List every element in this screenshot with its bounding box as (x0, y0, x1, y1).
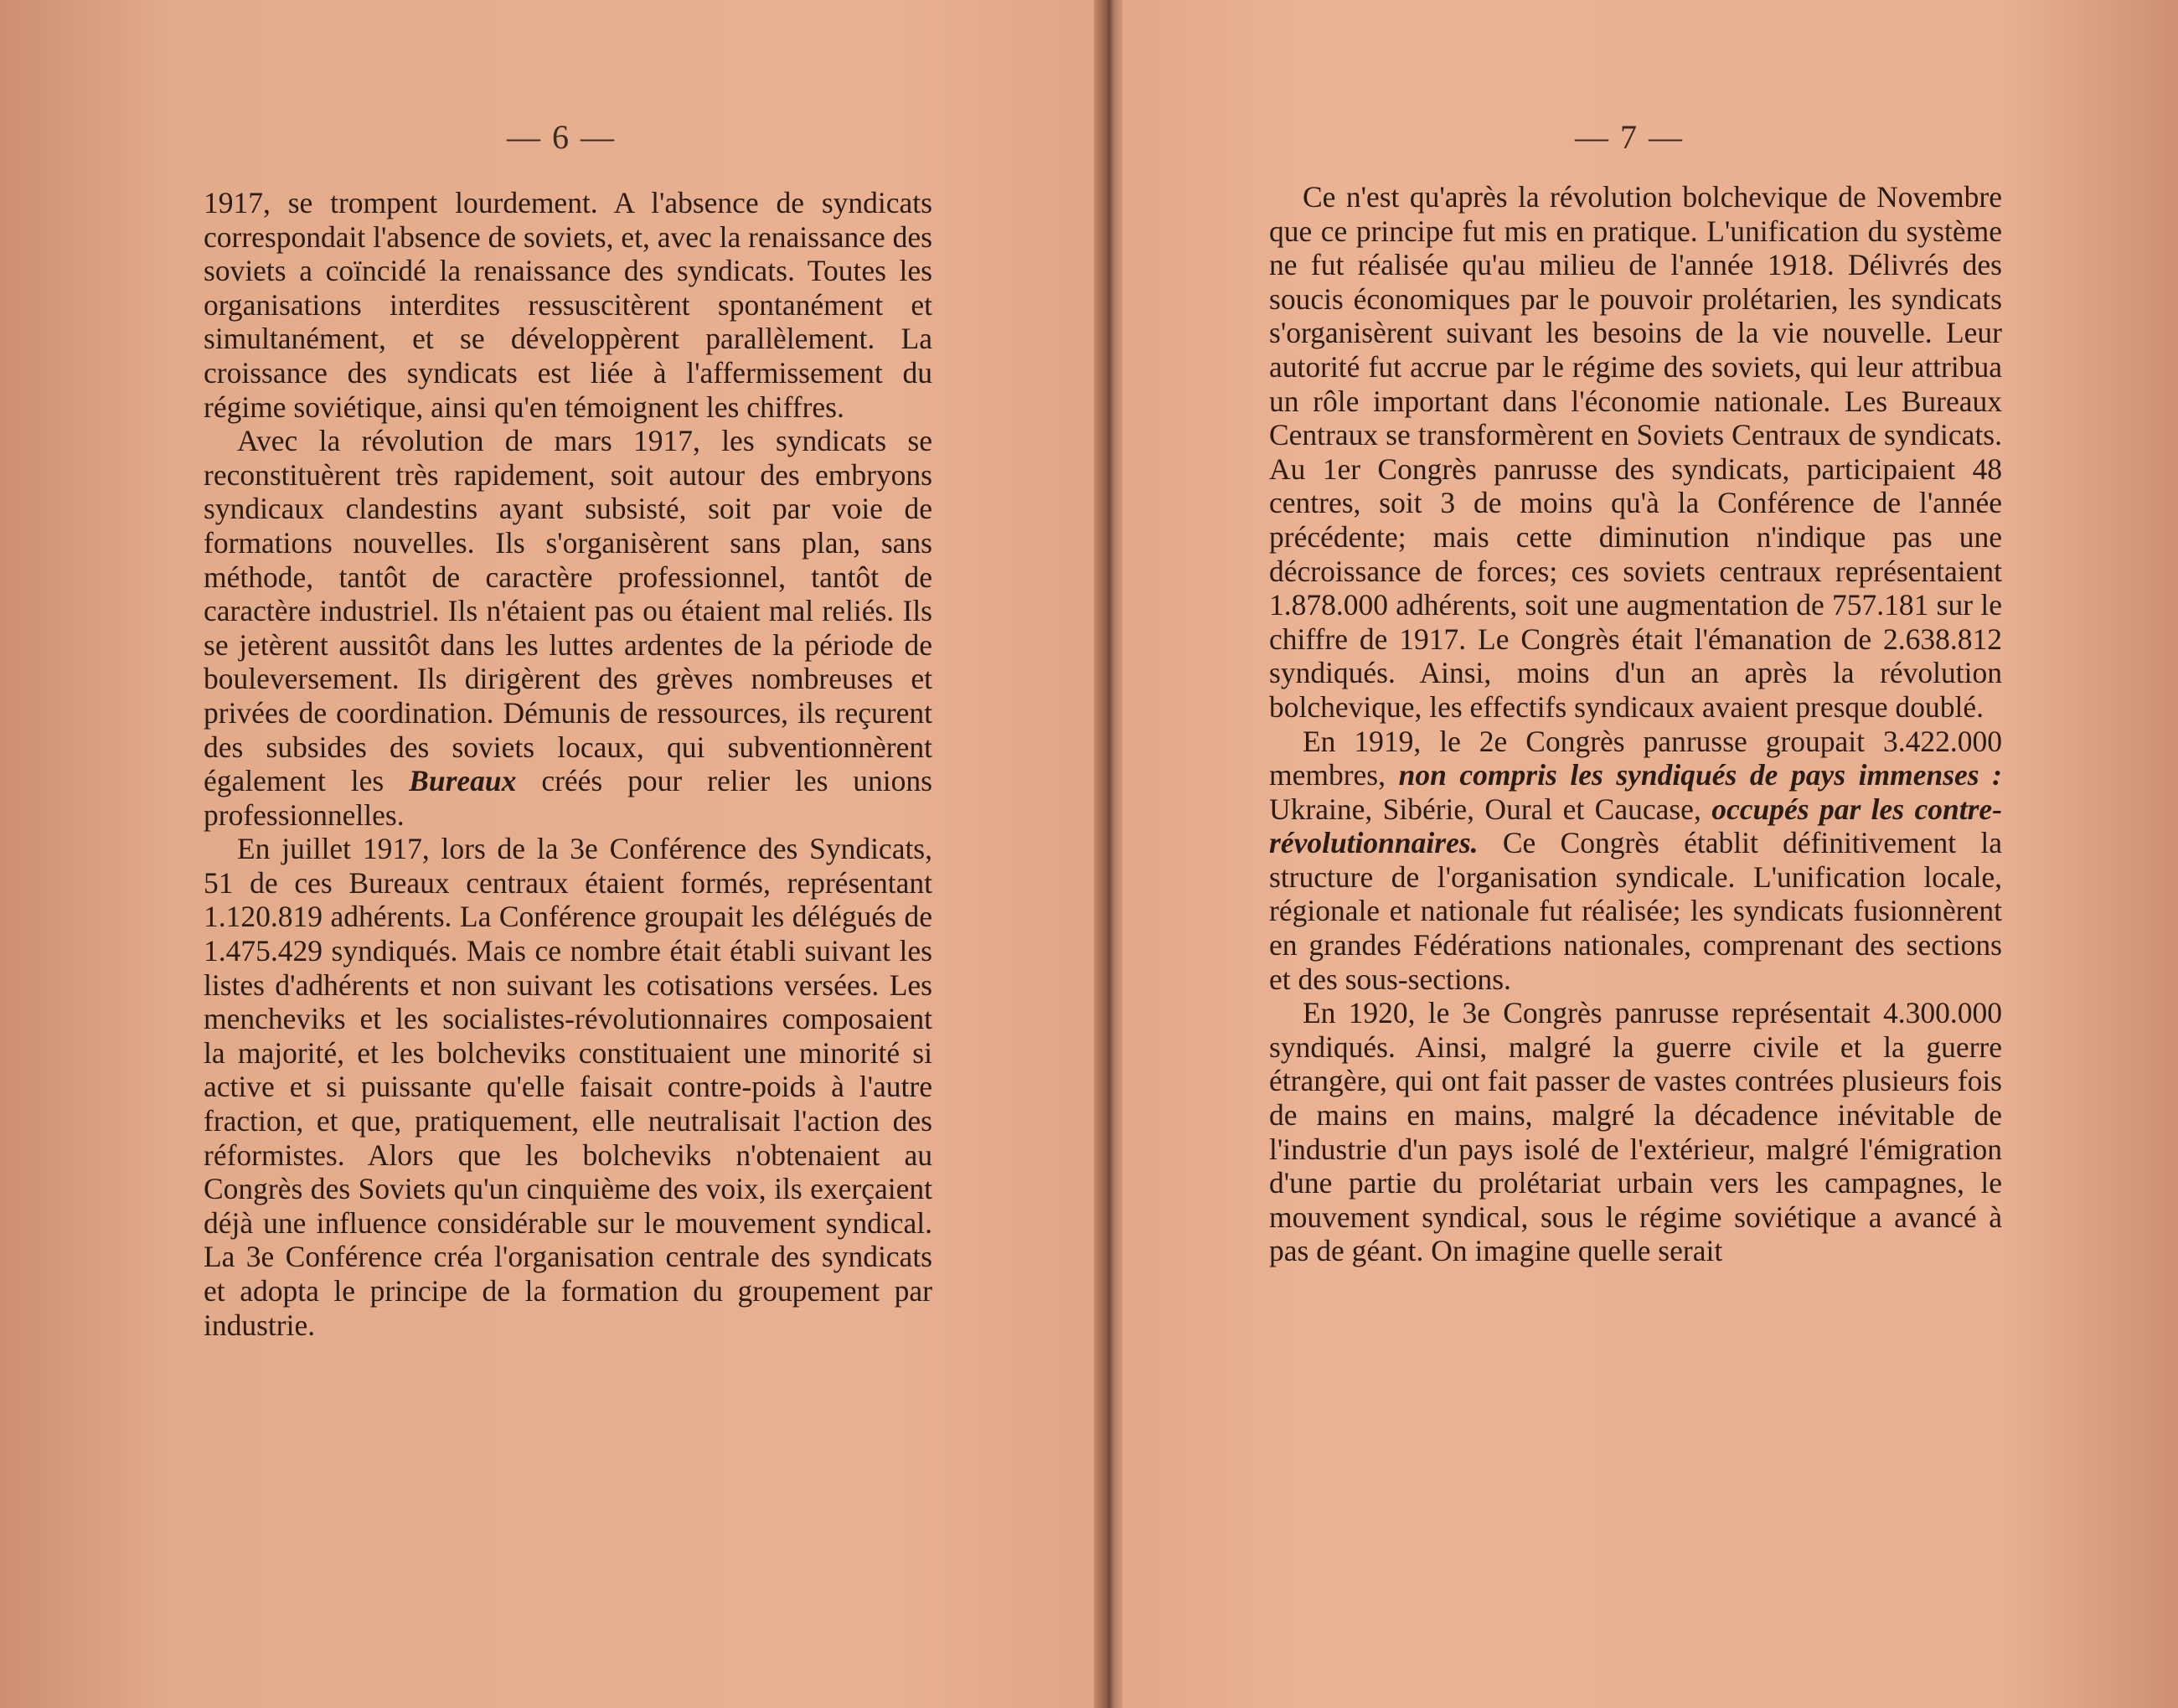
left-paragraph-3: En juillet 1917, lors de la 3e Conférence des Syndicats, 51 de ces Bureaux centraux étaient formés, représentant 1.120.819 adhérents. La Conférence groupait les délégués de 1.475.429 syndiqués. Mais ce nombre était établi suivant les listes d'adhérents et non suivant les cotisations versées. Les mencheviks et les socialistes-révolutionnaires composaient la majorité, et les bolcheviks constituaient une minorité si active et si puissante qu'elle faisait contre-poids à l'autre fraction, et que, pratiquement, elle neutralisait l'action des réformistes. Alors que les bolcheviks n'obtenaient au Congrès des Soviets qu'un cinquième des voix, ils exerçaient déjà une influence considérable sur le mouvement syndical. La 3e Conférence créa l'organisation centrale des syndicats et adopta le principe de la formation du groupement par industrie. (204, 832, 932, 1342)
right-page-text (1269, 180, 2002, 1268)
left-paragraph-1: 1917, se trompent lourdement. A l'absence de syndicats correspondait l'absence de soviets, et, avec la renaissance des soviets a coïncidé la renaissance des syndicats. Toutes les organisations interdites ressuscitèrent spontanément et simultanément, et se développèrent parallèlement. La croissance des syndicats est liée à l'affermissement du régime soviétique, ainsi qu'en témoignent les chiffres. (204, 186, 932, 424)
right-paragraph-2-a: En 1919, le 2e Congrès panrusse groupait 3.422.000 membres, (1269, 724, 2002, 792)
page-number-left: — 6 — (507, 118, 616, 156)
right-paragraph-1: Ce n'est qu'après la révolution bolchevique de Novembre que ce principe fut mis en pratique. L'unification du système ne fut réalisée qu'au milieu de l'année 1918. Délivrés des soucis économiques par le pouvoir prolétarien, les syndicats s'organisèrent suivant les besoins de la vie nouvelle. Leur autorité fut accrue par le régime des soviets, qui leur attribua un rôle important dans l'économie nationale. Les Bureaux Centraux se transformèrent en Soviets Centraux de syndicats. Au 1er Congrès panrusse des syndicats, participaient 48 centres, soit 3 de moins qu'à la Conférence de l'année précédente; mais cette diminution n'indique pas une décroissance de forces; ces soviets centraux représentaient 1.878.000 adhérents, soit une augmentation de 757.181 sur le chiffre de 1917. Le Congrès était l'émanation de 2.638.812 syndiqués. Ainsi, moins d'un an après la révolution bolchevique, les effectifs syndicaux avaient presque doublé. (1269, 180, 2002, 724)
left-page-text (204, 186, 932, 1342)
right-paragraph-3: En 1920, le 3e Congrès panrusse représentait 4.300.000 syndiqués. Ainsi, malgré la guerre civile et la guerre étrangère, qui ont fait passer de vastes contrées plusieurs fois de mains en mains, malgré la décadence inévitable de l'industrie d'un pays isolé de l'extérieur, malgré l'émigration d'une partie du prolétariat urbain vers les campagnes, le mouvement syndical, sous le régime soviétique a avancé à pas de géant. On imagine quelle serait (1269, 996, 2002, 1268)
right-paragraph-2 (1269, 725, 2002, 997)
right-paragraph-2-b: Ukraine, Sibérie, Oural et Caucase, (1269, 792, 1701, 826)
left-paragraph-2-italic: Bureaux (409, 764, 517, 798)
page-number-right: — 7 — (1575, 118, 1684, 156)
left-paragraph-2 (204, 424, 932, 832)
right-paragraph-2-c: Ce Congrès établit définitivement la structure de l'organisation syndicale. L'unification locale, régionale et nationale fut réalisée; les syndicats fusionnèrent en grandes Fédérations nationales, comprenant des sections et des sous-sections. (1269, 826, 2002, 996)
right-paragraph-2-italic-2: occupés par les contre-révolutionnaires. (1269, 792, 2003, 860)
left-paragraph-2-body: Avec la révolution de mars 1917, les syndicats se reconstituèrent très rapidement, soit autour des embryons syndicaux clandestins ayant subsisté, soit par voie de formations nouvelles. Ils s'organisèrent sans plan, sans méthode, tantôt de caractère professionnel, tantôt de caractère industriel. Ils n'étaient pas ou étaient mal reliés. Ils se jetèrent aussitôt dans les luttes ardentes de la période de bouleversement. Ils dirigèrent des grèves nombreuses et privées de coordination. Démunis de ressources, ils reçurent des subsides des soviets locaux, qui subventionnèrent également les (204, 424, 932, 798)
right-paragraph-2-italic-1: non compris les syndiqués de pays immenses : (1398, 758, 2003, 792)
left-paragraph-2-tail: créés pour relier les unions professionnelles. (204, 764, 932, 832)
right-page (1114, 0, 2178, 1708)
